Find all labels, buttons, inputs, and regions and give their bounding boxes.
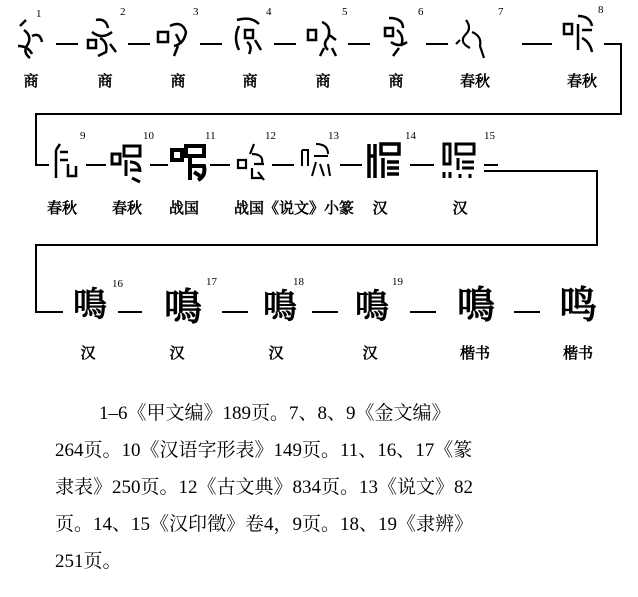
- bronze-glyph-9: [48, 138, 80, 184]
- row-connector: [35, 113, 622, 115]
- oracle-glyph-6: [377, 12, 417, 58]
- clerical-glyph-18: 鳴: [263, 287, 297, 327]
- small-seal-glyph-13: [298, 138, 338, 184]
- period-label: 战国: [168, 199, 200, 217]
- period-label: 商: [170, 72, 186, 90]
- period-label: 汉: [80, 344, 96, 362]
- warring-states-glyph-12: [234, 138, 274, 184]
- glyph-number: 14: [405, 130, 416, 142]
- glyph-number: 17: [206, 276, 217, 288]
- connector: [86, 164, 106, 166]
- oracle-glyph-1: [12, 16, 52, 62]
- regular-glyph-traditional: 鳴: [456, 282, 496, 327]
- glyph-number: 16: [112, 278, 123, 290]
- sources-line: 1–6《甲文编》189页。7、8、9《金文编》: [99, 403, 451, 424]
- glyph-number: 19: [392, 276, 403, 288]
- glyph-number: 1: [36, 8, 42, 20]
- sources-line: 隶表》250页。12《古文典》834页。13《说文》82: [55, 477, 474, 498]
- connector: [522, 43, 552, 45]
- connector: [410, 164, 434, 166]
- connector: [118, 311, 142, 313]
- sources-line: 页。14、15《汉印徵》卷4，9页。18、19《隶辨》: [55, 514, 474, 535]
- period-label: 汉: [169, 344, 185, 362]
- period-label: 汉: [452, 199, 468, 217]
- connector: [514, 311, 540, 313]
- connector: [410, 311, 436, 313]
- period-label: 春秋: [111, 199, 143, 217]
- row-connector: [484, 170, 597, 172]
- glyph-number: 7: [498, 6, 504, 18]
- oracle-glyph-4: [227, 12, 267, 58]
- period-label: 汉: [372, 199, 388, 217]
- connector: [56, 43, 78, 45]
- connector: [604, 43, 620, 45]
- connector: [484, 164, 498, 166]
- glyph-number: 15: [484, 130, 495, 142]
- oracle-glyph-3: [152, 14, 192, 60]
- row-connector: [35, 244, 598, 246]
- row-connector: [35, 113, 37, 165]
- connector: [274, 43, 296, 45]
- period-label: 楷书: [459, 344, 491, 362]
- sources-line: 251页。: [55, 551, 122, 572]
- connector: [312, 311, 338, 313]
- row-connector: [35, 311, 63, 313]
- period-label: 汉: [268, 344, 284, 362]
- row-connector: [620, 43, 622, 114]
- bronze-glyph-7: [452, 14, 492, 60]
- glyph-number: 9: [80, 130, 86, 142]
- period-label: 商: [97, 72, 113, 90]
- sources-line: 264页。10《汉语字形表》149页。11、16、17《篆: [55, 440, 473, 461]
- sources-paragraph: [55, 395, 615, 580]
- connector: [426, 43, 448, 45]
- han-seal-glyph-15: [440, 136, 480, 182]
- connector: [200, 43, 222, 45]
- bronze-glyph-8: [560, 10, 600, 56]
- glyph-number: 5: [342, 6, 348, 18]
- row-connector: [596, 170, 598, 245]
- row-connector: [35, 244, 37, 312]
- regular-glyph-simplified: 鸣: [558, 282, 598, 327]
- clerical-glyph-19: 鳴: [355, 287, 389, 327]
- connector: [340, 164, 362, 166]
- connector: [348, 43, 370, 45]
- glyph-number: 13: [328, 130, 339, 142]
- period-label: 春秋: [566, 72, 598, 90]
- connector: [272, 164, 294, 166]
- row-connector: [35, 164, 49, 166]
- clerical-glyph-17: 鳴: [163, 284, 203, 329]
- period-label: 楷书: [562, 344, 594, 362]
- connector: [222, 311, 248, 313]
- connector: [128, 43, 150, 45]
- glyph-number: 2: [120, 6, 126, 18]
- period-label: 春秋: [459, 72, 491, 90]
- period-label: 商: [315, 72, 331, 90]
- glyph-number: 11: [205, 130, 216, 142]
- glyph-number: 12: [265, 130, 276, 142]
- oracle-glyph-2: [82, 14, 122, 60]
- period-label: 春秋: [46, 199, 78, 217]
- period-label: 商: [242, 72, 258, 90]
- glyph-number: 10: [143, 130, 154, 142]
- oracle-glyph-5: [302, 14, 342, 60]
- glyph-number: 8: [598, 4, 604, 16]
- glyph-number: 18: [293, 276, 304, 288]
- connector: [210, 164, 230, 166]
- connector: [150, 164, 168, 166]
- period-label: 战国《说文》小篆: [233, 199, 355, 217]
- glyph-number: 6: [418, 6, 424, 18]
- period-label: 商: [388, 72, 404, 90]
- han-seal-glyph-14: [365, 136, 405, 182]
- warring-states-glyph-11: [170, 138, 210, 184]
- glyph-number: 3: [193, 6, 199, 18]
- clerical-glyph-16: 鳴: [73, 285, 107, 325]
- bronze-glyph-10: [108, 138, 148, 184]
- period-label: 汉: [362, 344, 378, 362]
- glyph-number: 4: [266, 6, 272, 18]
- period-label: 商: [23, 72, 39, 90]
